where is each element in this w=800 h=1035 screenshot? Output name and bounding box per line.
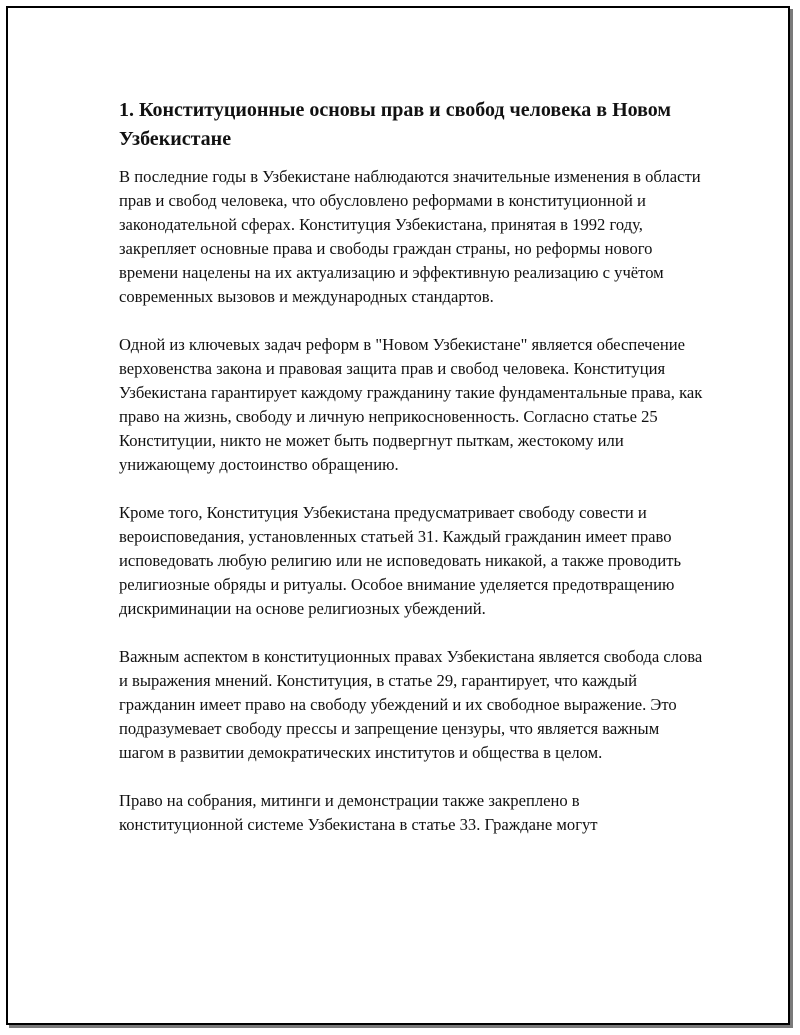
paragraph-5: Право на собрания, митинги и демонстрации также закреплено в конституционной системе Узбекистана в статье 33. Граждане могут [119, 791, 598, 834]
document-content [119, 96, 704, 861]
paragraph-2: Одной из ключевых задач реформ в "Новом Узбекистане" является обеспечение верховенства закона и правовая защита прав и свобод человека. Конституция Узбекистана гарантирует каждому гражданину такие фундаментальные права, как право на жизнь, свободу и личную неприкосновенность. Согласно статье 25 Конституции, никто не может быть подвергнут пыткам, жестокому или унижающему достоинство обращению. [119, 335, 703, 474]
paragraph-4: Важным аспектом в конституционных правах Узбекистана является свобода слова и выражения мнений. Конституция, в статье 29, гарантирует, что каждый гражданин имеет право на свободу убеждений и их свободное выражение. Это подразумевает свободу прессы и запрещение цензуры, что является важным шагом в развитии демократических институтов и общества в целом. [119, 647, 703, 762]
paragraph-1: В последние годы в Узбекистане наблюдаются значительные изменения в области прав и свобод человека, что обусловлено реформами в конституционной и законодательной сферах. Конституция Узбекистана, принятая в 1992 году, закрепляет основные права и свободы граждан страны, но реформы нового времени нацелены на их актуализацию и эффективную реализацию с учётом современных вызовов и международных стандартов. [119, 167, 701, 306]
paragraph-3: Кроме того, Конституция Узбекистана предусматривает свободу совести и вероисповедания, установленных статьей 31. Каждый гражданин имеет право исповедовать любую религию или не исповедовать никакой, а также проводить религиозные обряды и ритуалы. Особое внимание уделяется предотвращению дискриминации на основе религиозных убеждений. [119, 503, 682, 618]
document-page [6, 6, 790, 1025]
section-title: 1. Конституционные основы прав и свобод человека в Новом Узбекистане [119, 99, 672, 150]
